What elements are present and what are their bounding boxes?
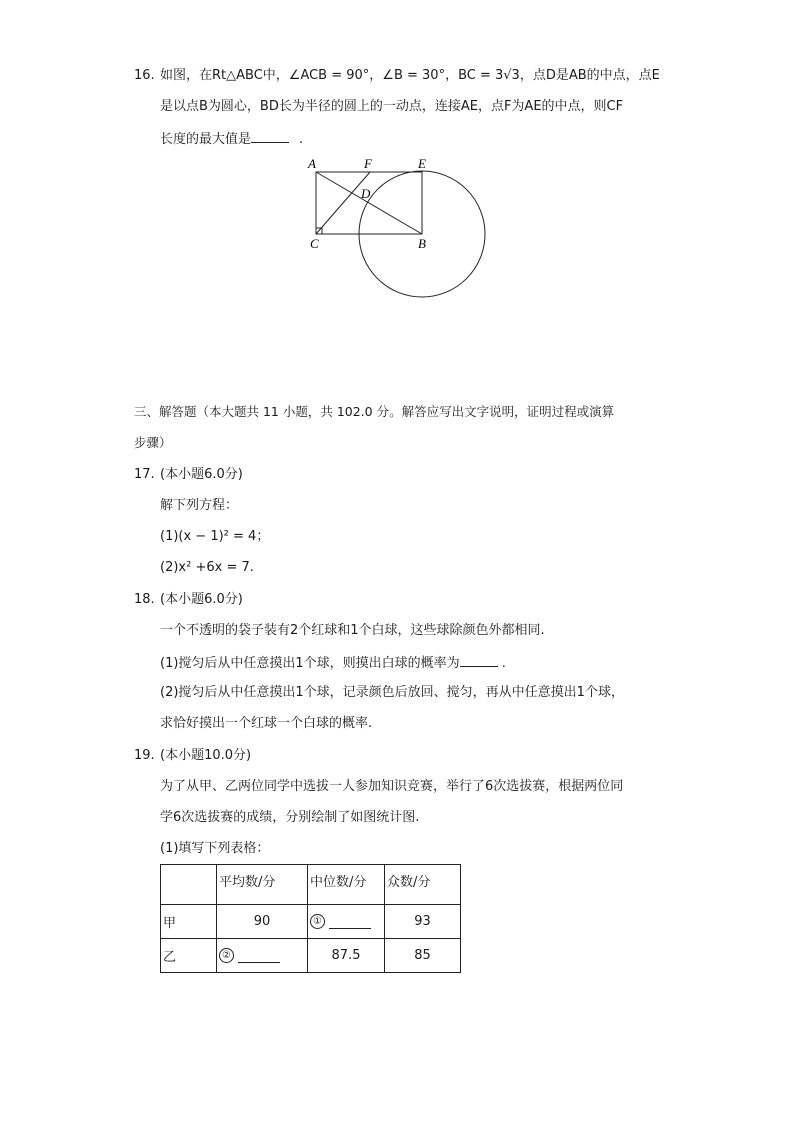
q17-prompt: 解下列方程： (160, 498, 239, 513)
q16-line1: 如图，在Rt△ABC中，∠ACB = 90°，∠B = 30°，BC = 3√3，点D是AB的中点，点E (160, 68, 660, 83)
median-answer-cell (308, 905, 385, 939)
q17-item1: (1)(x − 1)² = 4； (160, 529, 270, 544)
q19-points: (本小题10.0分) (160, 748, 252, 763)
mode-value: 93 (385, 905, 461, 939)
q18-number: 18. (134, 592, 155, 607)
q19-line1: 为了从甲、乙两位同学中选拔一人参加知识竞赛，举行了6次选拔赛，根据两位同 (160, 779, 624, 794)
table-row (161, 939, 461, 973)
q18-points: (本小题6.0分) (160, 592, 243, 607)
q17-item2: (2)x² +6x = 7. (160, 560, 254, 575)
segment-cf (316, 172, 370, 234)
q18-item1-text: (1)搅匀后从中任意摸出1个球，则摸出白球的概率为 (160, 656, 460, 671)
table-header-row (161, 865, 461, 905)
label-d: D (361, 186, 371, 201)
mode-value: 85 (385, 939, 461, 973)
q18-answer-blank[interactable] (460, 652, 498, 667)
label-a: A (308, 156, 316, 171)
q18-line1: 一个不透明的袋子装有2个红球和1个白球，这些球除颜色外都相同. (160, 623, 545, 638)
q16-answer-blank[interactable] (251, 128, 289, 143)
table-row (161, 905, 461, 939)
table-header-cell: 众数/分 (385, 865, 461, 905)
q19-number: 19. (134, 748, 155, 763)
q16-line3 (160, 128, 303, 150)
statistics-table (160, 864, 461, 973)
q18-item2-line1: (2)搅匀后从中任意摸出1个球，记录颜色后放回、搅匀，再从中任意摸出1个球， (160, 685, 624, 700)
circled-number-marker: ② (219, 948, 234, 963)
q17-points: (本小题6.0分) (160, 467, 243, 482)
median-answer-blank[interactable] (329, 914, 371, 929)
row-name: 甲 (161, 905, 217, 939)
circled-number-marker: ① (310, 914, 325, 929)
label-c: C (310, 236, 319, 251)
q18-item1 (160, 652, 506, 674)
table-header-cell: 平均数/分 (217, 865, 308, 905)
q16-geometry-figure (300, 150, 500, 305)
row-name: 乙 (161, 939, 217, 973)
q17-number: 17. (134, 467, 155, 482)
label-f: F (364, 156, 372, 171)
table-header-cell: 中位数/分 (308, 865, 385, 905)
mean-answer-cell (217, 939, 308, 973)
q18-item1-period: . (501, 656, 506, 671)
q16-line3-text: 长度的最大值是 (160, 132, 252, 147)
q16-period: . (299, 132, 304, 147)
q19-line2: 学6次选拔赛的成绩，分别绘制了如图统计图. (160, 810, 420, 825)
table-header-cell (161, 865, 217, 905)
q18-item2-line2: 求恰好摸出一个红球一个白球的概率. (160, 716, 373, 731)
q16-line2: 是以点B为圆心，BD长为半径的圆上的一动点，连接AE，点F为AE的中点，则CF (160, 99, 624, 114)
q19-item1: (1)填写下列表格： (160, 841, 270, 856)
mean-value: 90 (217, 905, 308, 939)
mean-answer-blank[interactable] (238, 948, 280, 963)
label-b: B (418, 236, 426, 251)
section3-heading-line1: 三、解答题（本大题共 11 小题，共 102.0 分。解答应写出文字说明，证明过程或演算 (134, 404, 615, 419)
segment-ab (316, 172, 422, 234)
section3-heading-line2: 步骤） (134, 435, 172, 450)
median-value: 87.5 (308, 939, 385, 973)
label-e: E (418, 156, 426, 171)
q16-number: 16. (134, 68, 155, 83)
